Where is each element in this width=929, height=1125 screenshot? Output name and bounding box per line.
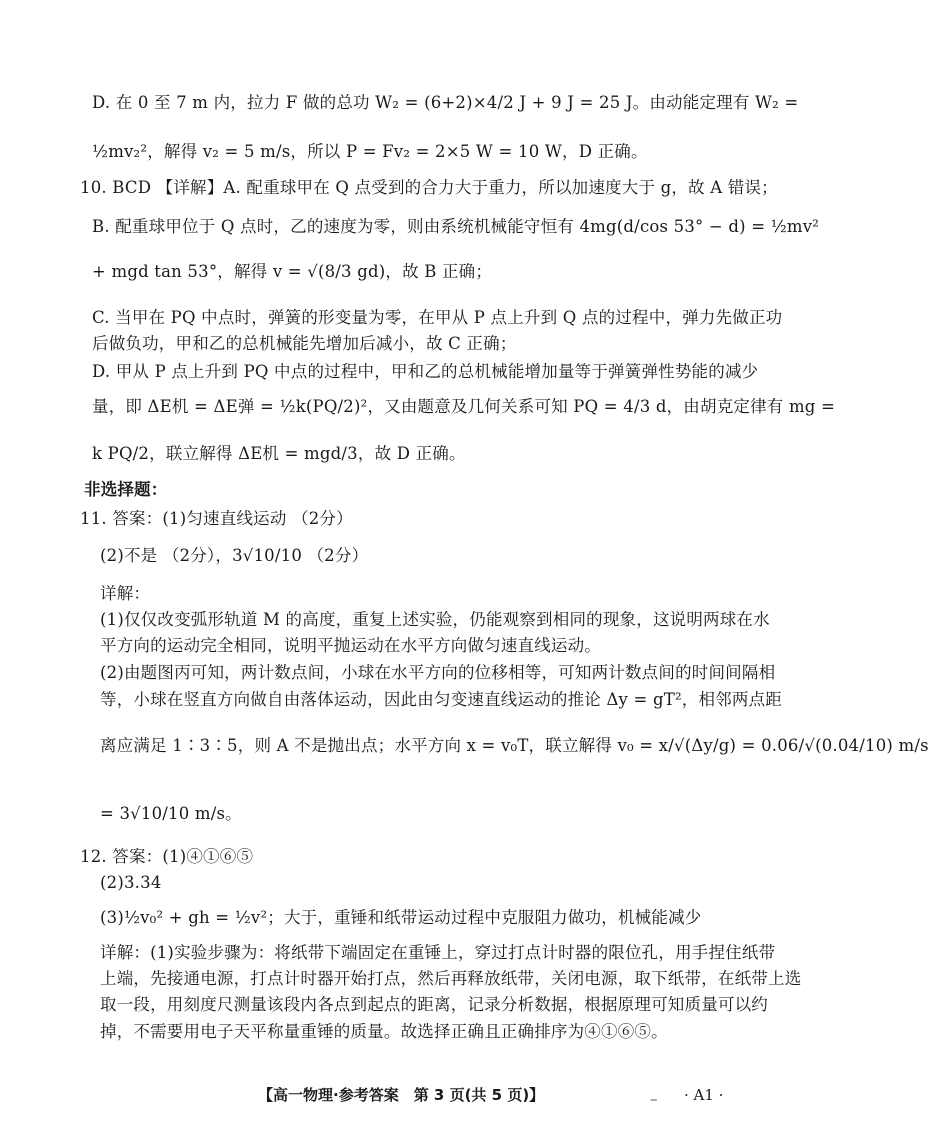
- footer-page-info: 【高一物理·参考答案 第 3 页(共 5 页)】: [258, 1086, 545, 1104]
- text-line: 详解：(1)实验步骤为：将纸带下端固定在重锤上，穿过打点计时器的限位孔，用手捏住纸带: [100, 943, 776, 962]
- text-line: 详解：: [100, 584, 151, 603]
- text-line: D. 在 0 至 7 m 内，拉力 F 做的总功 W₂ = (6+2)×4/2 J + 9 J = 25 J。由动能定理有 W₂ =: [92, 93, 799, 112]
- text-line: 离应满足 1∶3∶5，则 A 不是抛出点；水平方向 x = v₀T，联立解得 v₀ = x/√(Δy/g) = 0.06/√(0.04/10) m/s: [100, 736, 929, 755]
- text-line: 掉，不需要用电子天平称量重锤的质量。故选择正确且正确排序为④①⑥⑤。: [100, 1022, 668, 1041]
- question-10-header: 10. BCD 【详解】A. 配重球甲在 Q 点受到的合力大于重力，所以加速度大于 g，故 A 错误；: [80, 178, 778, 197]
- text-line: 等，小球在竖直方向做自由落体运动，因此由匀变速直线运动的推论 Δy = gT²，相邻两点距: [100, 690, 782, 709]
- text-line: D. 甲从 P 点上升到 PQ 中点的过程中，甲和乙的总机械能增加量等于弹簧弹性势能的减少: [92, 362, 759, 381]
- text-line: + mgd tan 53°，解得 v = √(8/3 gd)，故 B 正确；: [92, 262, 493, 281]
- text-line: = 3√10/10 m/s。: [100, 804, 242, 823]
- text-line: (1)仅仅改变弧形轨道 M 的高度，重复上述实验，仍能观察到相同的现象，这说明两球在水: [100, 610, 770, 629]
- section-heading: 非选择题：: [84, 480, 168, 499]
- text-line: (2)3.34: [100, 873, 162, 892]
- text-line: (2)由题图丙可知，两计数点间，小球在水平方向的位移相等，可知两计数点间的时间间隔相: [100, 663, 776, 682]
- text-line: 平方向的运动完全相同，说明平抛运动在水平方向做匀速直线运动。: [100, 636, 601, 655]
- text-line: 取一段，用刻度尺测量该段内各点到起点的距离，记录分析数据，根据原理可知质量可以约: [100, 995, 768, 1014]
- text-line: (3)½v₀² + gh = ½v²；大于，重锤和纸带运动过程中克服阻力做功，机械能减少: [100, 908, 702, 927]
- text-line: ½mv₂²，解得 v₂ = 5 m/s，所以 P = Fv₂ = 2×5 W = 10 W，D 正确。: [92, 142, 648, 161]
- text-line: 上端，先接通电源，打点计时器开始打点，然后再释放纸带，关闭电源，取下纸带，在纸带上选: [100, 969, 802, 988]
- footer-code: · A1 ·: [684, 1086, 724, 1104]
- footer-dash: –: [650, 1090, 658, 1108]
- question-11-answer: 11. 答案：(1)匀速直线运动 （2分）: [80, 509, 353, 528]
- text-line: 量，即 ΔE机 = ΔE弹 = ½k(PQ/2)²，又由题意及几何关系可知 PQ = 4/3 d，由胡克定律有 mg =: [92, 397, 836, 416]
- text-line: B. 配重球甲位于 Q 点时，乙的速度为零，则由系统机械能守恒有 4mg(d/cos 53° − d) = ½mv²: [92, 217, 820, 236]
- text-line: 后做负功，甲和乙的总机械能先增加后减小，故 C 正确；: [92, 334, 517, 353]
- text-line: k PQ/2，联立解得 ΔE机 = mgd/3，故 D 正确。: [92, 444, 466, 463]
- text-line: (2)不是 （2分），3√10/10 （2分）: [100, 546, 369, 565]
- question-12-answer: 12. 答案：(1)④①⑥⑤: [80, 847, 254, 866]
- text-line: C. 当甲在 PQ 中点时，弹簧的形变量为零，在甲从 P 点上升到 Q 点的过程中，弹力先做正功: [92, 308, 783, 327]
